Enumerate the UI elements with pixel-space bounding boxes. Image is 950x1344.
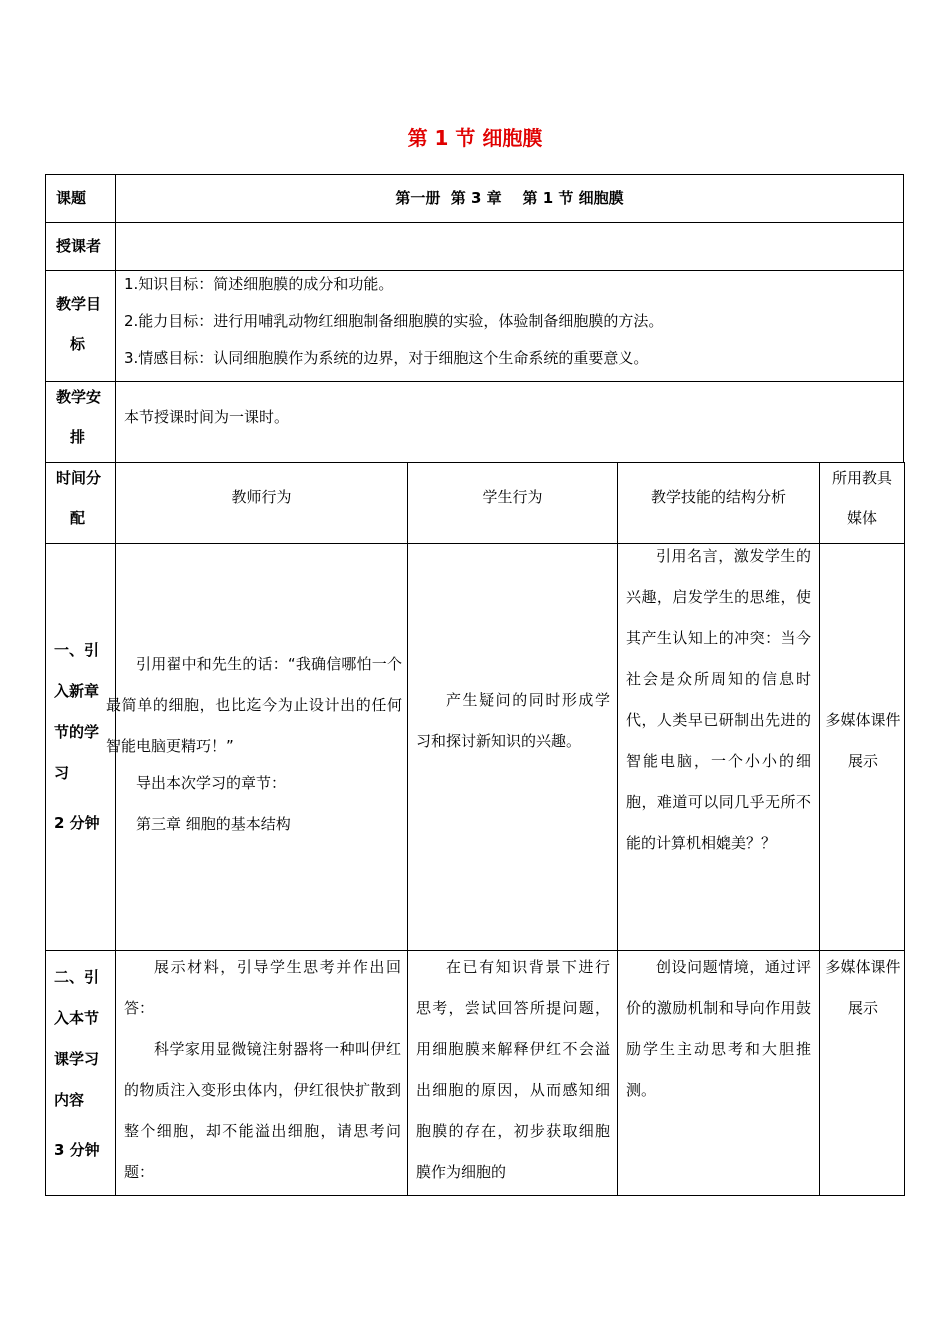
topic-value: 第一册 第 3 章 第 1 节 细胞膜 (395, 189, 624, 207)
header-media: 所用教具 媒体 (831, 469, 892, 527)
goal-knowledge: 1.知识目标：简述细胞膜的成分和功能。 (124, 275, 394, 293)
teacher-material: 科学家用显微镜注射器将一种叫伊红的物质注入变形虫体内，伊红很快扩散到整个细胞，却不能溢出细胞，请思考问题： (124, 1040, 401, 1181)
section-1-duration: 2 分钟 (54, 814, 100, 832)
section-2-analysis: 创设问题情境，通过评价的激励机制和导向作用鼓励学生主动思考和大胆推测。 (626, 958, 811, 1099)
section-1-time: 一、引 入新章 节的学 习 2 分钟 (54, 630, 114, 844)
header-time: 时间分 配 (56, 469, 102, 527)
header-student-action: 学生行为 (482, 488, 543, 506)
document-title: 第 1 节 细胞膜 (407, 126, 543, 150)
header-teacher-action: 教师行为 (231, 488, 292, 506)
section-1-student: 产生疑问的同时形成学习和探讨新知识的兴趣。 (416, 691, 610, 750)
section-2-duration: 3 分钟 (54, 1141, 100, 1159)
section-2-time: 二、引 入本节 课学习 内容 3 分钟 (54, 957, 114, 1171)
goal-ability: 2.能力目标：进行用哺乳动物红细胞制备细胞膜的实验，体验制备细胞膜的方法。 (124, 312, 664, 330)
goals-label: 教学目 标 (56, 295, 102, 353)
goals-list (124, 266, 899, 377)
arrangement-label: 教学安 排 (56, 388, 102, 446)
teacher-label: 授课者 (56, 237, 102, 255)
teacher-lead: 导出本次学习的章节： (136, 774, 287, 792)
section-2-student: 在已有知识背景下进行思考，尝试回答所提问题，用细胞膜来解释伊红不会溢出细胞的原因，从而感知细胞膜的存在，初步获取细胞膜作为细胞的 (416, 958, 610, 1181)
teacher-chapter: 第三章 细胞的基本结构 (136, 815, 291, 833)
section-1-media: 多媒体课件展示 (825, 711, 901, 770)
section-1-analysis: 引用名言，激发学生的兴趣，启发学生的思维，使其产生认知上的冲突：当今社会是众所周知的信息时代，人类早已研制出先进的智能电脑，一个小小的细胞，难道可以同几乎无所不能的计算机相媲美？？ (626, 547, 811, 852)
header-skill-analysis: 教学技能的结构分析 (650, 488, 786, 506)
section-2-media: 多媒体课件展示 (825, 958, 901, 1017)
arrangement-value: 本节授课时间为一课时。 (124, 408, 290, 426)
section-1-teacher (106, 644, 402, 845)
topic-label: 课题 (56, 189, 87, 207)
teacher-quote: 引用翟中和先生的话：“我确信哪怕一个最简单的细胞，也比迄今为止设计出的任何智能电脑更精巧！” (106, 655, 402, 755)
section-2-teacher (124, 947, 401, 1193)
goal-emotion: 3.情感目标：认同细胞膜作为系统的边界，对于细胞这个生命系统的重要意义。 (124, 349, 649, 367)
teacher-intro: 展示材料，引导学生思考并作出回答： (124, 958, 401, 1017)
